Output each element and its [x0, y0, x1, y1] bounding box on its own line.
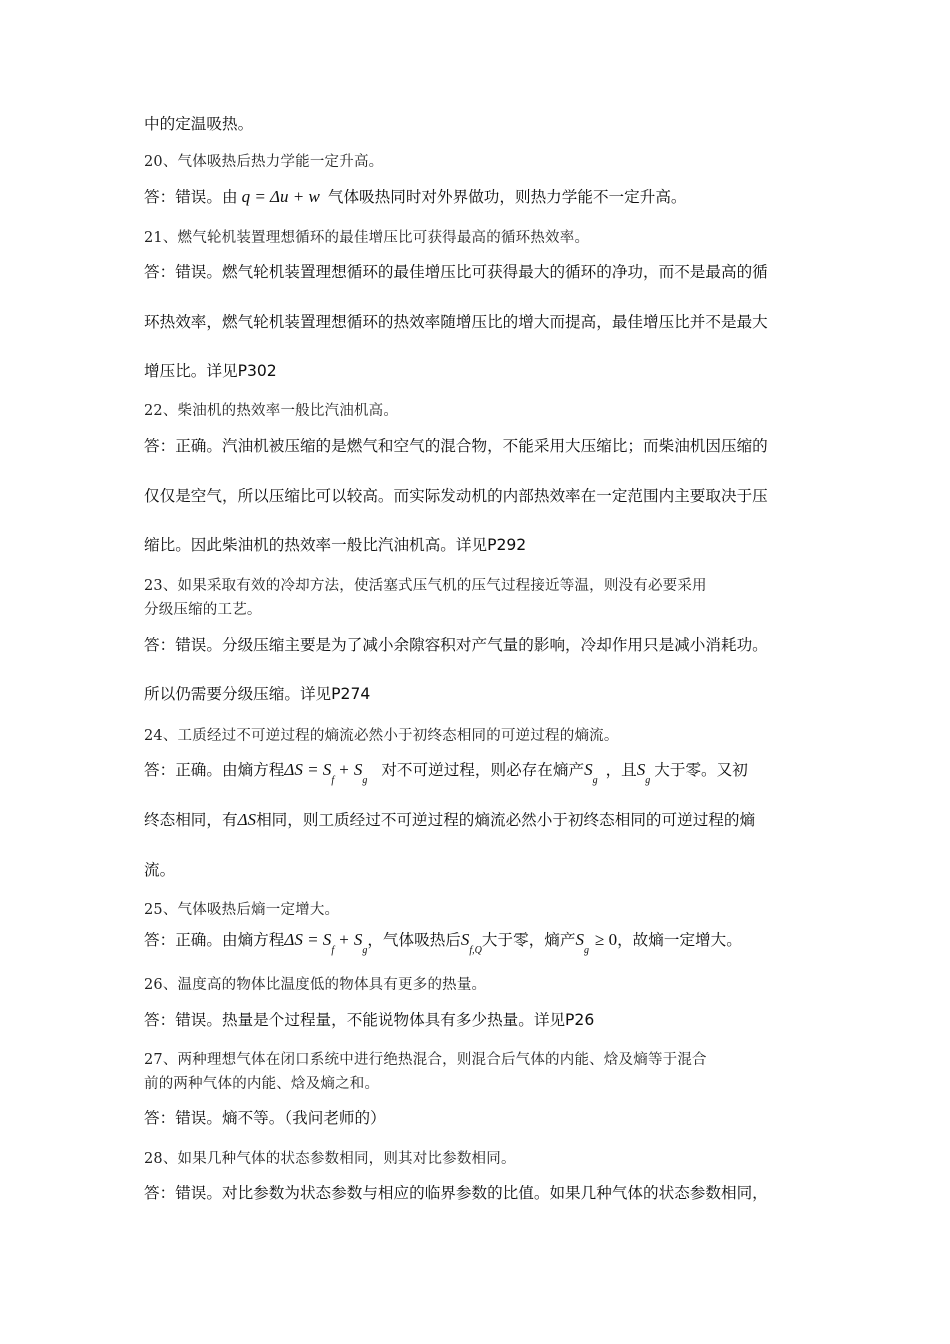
question-22: 22、柴油机的热效率一般比汽油机高。 — [144, 403, 399, 419]
question-24: 24、工质经过不可逆过程的熵流必然小于初终态相同的可逆过程的熵流。 — [144, 728, 619, 744]
question-23-line-2: 分级压缩的工艺。 — [144, 602, 262, 618]
question-25: 25、气体吸热后熵一定增大。 — [144, 902, 340, 918]
answer-20 — [144, 187, 687, 207]
subscript-g: g — [592, 775, 598, 786]
answer-24-line-3: 流。 — [144, 861, 176, 879]
question-26: 26、温度高的物体比温度低的物体具有更多的热量。 — [144, 977, 487, 993]
answer-21-line-3: 增压比。详见P302 — [144, 362, 277, 380]
entropy-symbol: S — [584, 760, 593, 779]
inequality: ≥ 0 — [594, 930, 618, 949]
entropy-term: + S — [338, 930, 363, 949]
question-27-line-1: 27、两种理想气体在闭口系统中进行绝热混合，则混合后气体的内能、焓及熵等于混合 — [144, 1052, 707, 1068]
entropy-change: ΔS — [237, 810, 257, 829]
answer-text: 终态相同，有 — [144, 811, 238, 829]
question-23-line-1: 23、如果采取有效的冷却方法，使活塞式压气机的压气过程接近等温，则没有必要采用 — [144, 578, 707, 594]
subscript-g: g — [362, 775, 368, 786]
answer-text: ，故熵一定增大。 — [617, 931, 742, 949]
answer-prefix: 答：错误。由 — [144, 188, 238, 206]
answer-22-line-2: 仅仅是空气，所以压缩比可以较高。而实际发动机的内部热效率在一定范围内主要取决于压 — [144, 487, 768, 505]
answer-prefix: 答：正确。由熵方程 — [144, 931, 285, 949]
subscript-f: f — [331, 945, 335, 956]
answer-text: 相同，则工质经过不可逆过程的熵流必然小于初终态相同的可逆过程的熵 — [256, 811, 756, 829]
answer-22-line-3: 缩比。因此柴油机的热效率一般比汽油机高。详见P292 — [144, 536, 527, 554]
answer-text: 大于零。又初 — [654, 761, 748, 779]
answer-25 — [144, 930, 742, 956]
answer-text: ，气体吸热后 — [367, 931, 461, 949]
entropy-symbol: S — [575, 930, 584, 949]
answer-23-line-2: 所以仍需要分级压缩。详见P274 — [144, 685, 371, 703]
answer-21-line-1: 答：错误。燃气轮机装置理想循环的最佳增压比可获得最大的循环的净功，而不是最高的循 — [144, 263, 768, 281]
answer-text: 对不可逆过程，则必存在熵产 — [381, 761, 585, 779]
subscript-g: g — [362, 945, 368, 956]
answer-prefix: 答：正确。由熵方程 — [144, 761, 285, 779]
entropy-equation: ΔS = S — [284, 930, 332, 949]
answer-22-line-1: 答：正确。汽油机被压缩的是燃气和空气的混合物，不能采用大压缩比；而柴油机因压缩的 — [144, 437, 768, 455]
subscript-g: g — [583, 945, 589, 956]
question-21: 21、燃气轮机装置理想循环的最佳增压比可获得最高的循环热效率。 — [144, 230, 590, 246]
entropy-symbol: S — [460, 930, 470, 949]
answer-26: 答：错误。热量是个过程量，不能说物体具有多少热量。详见P26 — [144, 1011, 595, 1029]
question-27-line-2: 前的两种气体的内能、焓及熵之和。 — [144, 1076, 380, 1092]
question-28: 28、如果几种气体的状态参数相同，则其对比参数相同。 — [144, 1151, 516, 1167]
question-20: 20、气体吸热后热力学能一定升高。 — [144, 154, 384, 170]
entropy-equation: ΔS = S — [284, 760, 332, 779]
answer-text: 大于零，熵产 — [481, 931, 576, 949]
subscript-fq: f,Q — [469, 945, 482, 956]
answer-24-line-2 — [144, 810, 755, 830]
answer-27: 答：错误。熵不等。（我问老师的） — [144, 1109, 386, 1127]
answer-body: 气体吸热同时对外界做功，则热力学能不一定升高。 — [327, 188, 687, 206]
answer-21-line-2: 环热效率，燃气轮机装置理想循环的热效率随增压比的增大而提高，最佳增压比并不是最大 — [144, 313, 768, 331]
answer-24-line-1 — [144, 760, 748, 786]
answer-23-line-1: 答：错误。分级压缩主要是为了减小余隙容积对产气量的影响，冷却作用只是减小消耗功。 — [144, 636, 768, 654]
subscript-f: f — [331, 775, 335, 786]
answer-28: 答：错误。对比参数为状态参数与相应的临界参数的比值。如果几种气体的状态参数相同， — [144, 1184, 768, 1202]
entropy-term: + S — [338, 760, 363, 779]
entropy-symbol: S — [636, 760, 646, 779]
subscript-g: g — [645, 775, 651, 786]
energy-equation: q = Δu + w — [241, 187, 320, 206]
answer-text: ，且 — [605, 761, 637, 779]
answer-text: 中的定温吸热。 — [144, 115, 254, 133]
